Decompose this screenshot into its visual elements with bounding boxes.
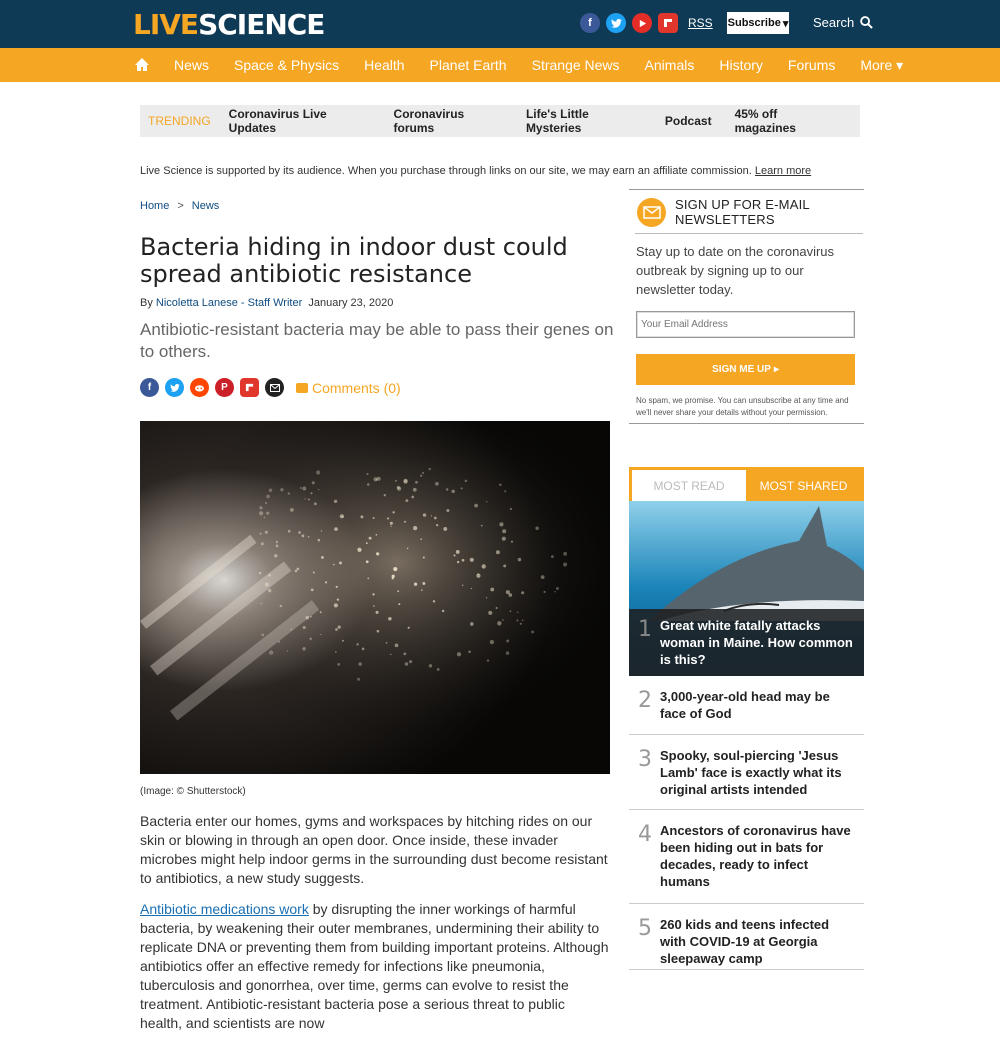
site-logo[interactable] xyxy=(133,7,325,41)
most-read-title: Ancestors of coronavirus have been hiding out in bats for decades, ready to infect humans xyxy=(660,823,851,889)
nav-more[interactable]: More ▾ xyxy=(860,56,904,73)
trending-bar xyxy=(140,105,860,137)
trending-item[interactable]: Coronavirus forums xyxy=(393,107,465,135)
nav-health[interactable]: Health xyxy=(364,57,405,73)
chevron-down-icon: ▾ xyxy=(782,17,789,30)
most-read-item[interactable] xyxy=(629,810,864,904)
nav-animals[interactable]: Animals xyxy=(644,57,695,73)
search-icon xyxy=(860,16,873,29)
most-read-title: Spooky, soul-piercing 'Jesus Lamb' face is exactly what its original artists intended xyxy=(660,748,842,797)
most-read-title: 3,000-year-old head may be face of God xyxy=(660,689,830,721)
newsletter-disclaimer: No spam, we promise. You can unsubscribe at any time and we'll never share your details without your permission. xyxy=(636,396,849,417)
trending-item[interactable]: 45% off magazines xyxy=(734,107,796,135)
youtube-icon[interactable] xyxy=(632,13,652,33)
trending-label: TRENDING xyxy=(148,114,211,128)
article-body xyxy=(140,812,610,1045)
share-buttons xyxy=(140,378,401,397)
image-caption: (Image: © Shutterstock) xyxy=(140,786,246,797)
tab-most-shared[interactable]: MOST SHARED xyxy=(759,478,848,493)
article-subhead: Antibiotic-resistant bacteria may be able to pass their genes on to others. xyxy=(140,320,614,361)
email-field[interactable] xyxy=(636,311,855,338)
learn-more-link[interactable]: Learn more xyxy=(754,165,812,177)
main-nav xyxy=(0,48,1000,82)
envelope-icon xyxy=(637,198,666,227)
most-read-widget xyxy=(629,467,864,970)
nav-planet-earth[interactable]: Planet Earth xyxy=(429,57,507,73)
home-icon[interactable] xyxy=(134,57,150,73)
top-bar xyxy=(0,0,1000,48)
nav-space-physics[interactable]: Space & Physics xyxy=(234,57,340,73)
trending-item[interactable]: Coronavirus Live Updates xyxy=(228,107,327,135)
search-label: Search xyxy=(813,15,855,30)
logo-science: SCIENCE xyxy=(198,7,325,41)
comments-count: Comments (0) xyxy=(312,379,401,396)
nav-forums[interactable]: Forums xyxy=(787,57,836,73)
share-twitter-icon[interactable] xyxy=(165,378,184,397)
nav-strange-news[interactable]: Strange News xyxy=(531,57,620,73)
share-flipboard-icon[interactable] xyxy=(240,378,259,397)
trending-item[interactable]: Podcast xyxy=(664,114,712,128)
search-button[interactable] xyxy=(813,15,873,30)
share-email-icon[interactable] xyxy=(265,378,284,397)
breadcrumb-separator: > xyxy=(177,200,184,212)
nav-history[interactable]: History xyxy=(719,57,763,73)
rank-number: 3 xyxy=(638,747,652,772)
breadcrumb-news[interactable]: News xyxy=(191,200,220,212)
comments-link[interactable] xyxy=(296,380,401,396)
paragraph: Bacteria enter our homes, gyms and workspaces by hitching rides on our skin or blowing in through an open door. Once inside, these invader microbes might help indoor germs in the surrounding dust become resistant to antibiotics, a new study suggests. xyxy=(140,813,608,886)
twitter-icon[interactable] xyxy=(606,13,626,33)
arrow-right-icon: ▸ xyxy=(773,364,779,375)
nav-news[interactable]: News xyxy=(174,57,210,73)
flipboard-icon[interactable] xyxy=(658,13,678,33)
most-read-tabs xyxy=(629,467,864,501)
sign-me-up-button[interactable] xyxy=(636,354,855,385)
most-read-title: 260 kids and teens infected with COVID-19 at Georgia sleepaway camp xyxy=(660,917,830,966)
paragraph xyxy=(140,900,610,1033)
most-read-item[interactable] xyxy=(629,735,864,810)
rank-number: 4 xyxy=(638,822,652,847)
tab-most-read[interactable]: MOST READ xyxy=(632,470,746,501)
trending-item[interactable]: Life's Little Mysteries xyxy=(525,107,589,135)
divider xyxy=(635,233,863,234)
sign-me-up-label: SIGN ME UP xyxy=(712,364,771,375)
newsletter-signup xyxy=(629,189,864,424)
most-read-item[interactable] xyxy=(629,501,864,676)
newsletter-title: SIGN UP FOR E-MAIL NEWSLETTERS xyxy=(675,197,810,227)
comment-icon xyxy=(296,383,308,393)
logo-live: LIVE xyxy=(133,7,199,41)
hero-image xyxy=(140,421,610,774)
rank-number: 1 xyxy=(638,617,652,642)
affiliate-text: Live Science is supported by its audience. When you purchase through links on our site, we may earn an affiliate commission. xyxy=(140,165,752,177)
most-read-title: Great white fatally attacks woman in Maine. How common is this? xyxy=(660,618,853,667)
subscribe-button[interactable] xyxy=(727,12,789,34)
byline xyxy=(140,297,393,309)
facebook-icon[interactable]: f xyxy=(580,13,600,33)
byline-by: By xyxy=(140,297,153,309)
article-title: Bacteria hiding in indoor dust could spread antibiotic resistance xyxy=(140,233,568,288)
breadcrumb-home[interactable]: Home xyxy=(140,200,170,212)
antibiotic-medications-link[interactable]: Antibiotic medications work xyxy=(140,901,309,917)
most-read-item[interactable] xyxy=(629,904,864,970)
author-link[interactable]: Nicoletta Lanese - Staff Writer xyxy=(155,297,303,309)
paragraph-text: by disrupting the inner workings of harmful bacteria, by weakening their outer membranes, undermining their ability to replicate DNA or preventing them from building important proteins. Although antibiotics offer an effective remedy for infections like pneumonia, tuberculosis and gonorrhea, over time, germs can evolve to resist the treatment. Antibiotic-resistant bacteria pose a serious threat to public health, and scientists are now xyxy=(140,901,609,1031)
rss-link[interactable]: RSS xyxy=(688,16,713,30)
publish-date: January 23, 2020 xyxy=(308,297,394,309)
rank-number: 2 xyxy=(638,688,652,713)
share-reddit-icon[interactable] xyxy=(190,378,209,397)
share-facebook-icon[interactable]: f xyxy=(140,378,159,397)
most-read-item[interactable] xyxy=(629,676,864,735)
social-links xyxy=(580,13,713,33)
breadcrumb xyxy=(140,200,219,212)
subscribe-label: Subscribe xyxy=(727,17,781,29)
affiliate-notice xyxy=(140,165,811,177)
share-pinterest-icon[interactable]: P xyxy=(215,378,234,397)
rank-number: 5 xyxy=(638,916,652,941)
newsletter-text: Stay up to date on the coronavirus outbreak by signing up to our newsletter today. xyxy=(636,244,835,297)
